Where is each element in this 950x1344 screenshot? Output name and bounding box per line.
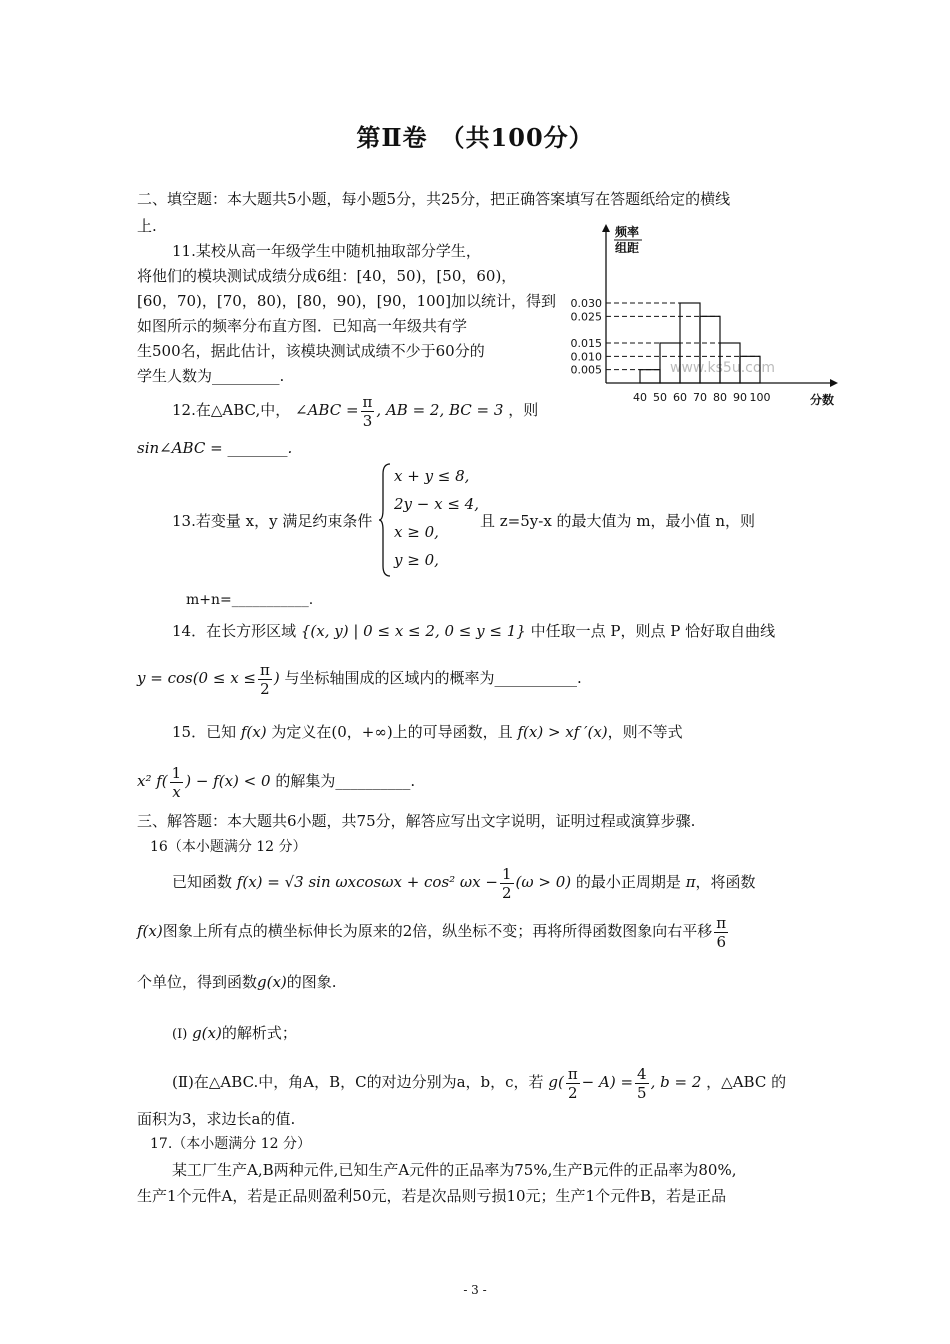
q13-line2: m+n=___________. <box>186 592 314 608</box>
q15-fx: f(x) <box>240 723 267 741</box>
q13-prefix: 13.若变量 x，y 满足约束条件 <box>172 512 373 530</box>
q14-text-b: 中任取一点 P，则点 P 恰好取自曲线 <box>530 622 776 640</box>
q15-text-b: 为定义在(0，+∞)上的可导函数，且 <box>271 723 513 741</box>
y-tick-0.030: 0.030 <box>570 297 602 310</box>
q15-expr-a: x² f( <box>137 772 168 790</box>
q12-pi-over-3: $\frac{\pi}{3}$ <box>362 392 373 430</box>
q14-region: {(x, y) | 0 ≤ x ≤ 2, 0 ≤ y ≤ 1} <box>300 622 526 640</box>
chart-ylabel-top: 频率 <box>615 225 640 239</box>
page-title: 第Ⅱ卷 （共100分） <box>356 123 594 152</box>
q16-text-b: 的最小正周期是 <box>575 873 681 891</box>
q16-line2 <box>137 912 730 951</box>
q16-function: f(x) = √3 sin ωxcosωx + cos² ωx − <box>236 873 498 891</box>
q11-line3: [60，70)，[70，80)，[80，90)，[90，100]加以统计，得到 <box>137 292 557 310</box>
q12-given: , AB = 2, BC = 3 <box>376 401 504 419</box>
y-axis-arrow <box>602 224 610 232</box>
chart-watermark: www.ks5u.com <box>670 360 776 376</box>
q12-line1 <box>172 392 538 430</box>
q16-heading: 16（本小题满分 12 分） <box>150 839 307 855</box>
y-tick-0.015: 0.015 <box>570 337 602 350</box>
y-tick-0.025: 0.025 <box>570 310 602 324</box>
q15-one-over-x: $\frac{1}{x}$ <box>171 763 182 801</box>
q16-part-ii-text-a: (Ⅱ)在△ABC.中，角A，B，C的对边分别为a，b，c，若 <box>172 1073 544 1091</box>
q16-line3 <box>137 969 337 996</box>
q16-part-i-text: 的解析式； <box>221 1024 297 1042</box>
q16-fx: f(x) <box>137 922 163 940</box>
q15-expr-b: ) − f(x) < 0 <box>185 772 271 790</box>
q15-text-a: 15．已知 <box>172 723 237 741</box>
q11-line6: 学生人数为_________. <box>137 367 285 385</box>
q15-inequality: f(x) > xf ′(x) <box>517 723 608 741</box>
q13-constraint-2: 2y − x ≤ 4, <box>394 495 479 513</box>
q13-constraint-4: y ≥ 0, <box>394 551 439 569</box>
y-tick-0.005: 0.005 <box>570 363 602 377</box>
q17-line2: 生产1个元件A，若是正品则盈利50元，若是次品则亏损10元；生产1个元件B，若是正品 <box>137 1187 727 1205</box>
x-tick-40: 40 <box>633 391 647 404</box>
x-tick-100: 100 <box>749 391 771 404</box>
chart-xlabel: 分数 <box>810 393 835 407</box>
x-axis-arrow <box>830 379 838 387</box>
x-tick-60: 60 <box>673 391 687 404</box>
q12-angle: ∠ABC = <box>295 401 359 419</box>
x-tick-50: 50 <box>653 391 667 404</box>
q15-text-d: 的解集为__________. <box>275 772 416 790</box>
q16-part-i-gx: g(x) <box>192 1024 222 1042</box>
q14-curve-a: y = cos(0 ≤ x ≤ <box>137 669 257 687</box>
q16-part-ii-minus-a: − A) = <box>581 1073 634 1091</box>
q14-line2 <box>137 660 582 698</box>
q16-pi-over-6: $\frac{\pi}{6}$ <box>716 913 727 951</box>
x-tick-70: 70 <box>693 391 707 404</box>
q16-line1 <box>172 863 756 902</box>
section3-heading: 三、解答题：本大题共6小题，共75分，解答应写出文字说明，证明过程或演算步骤. <box>137 812 696 830</box>
chart-ylabel-bottom: 组距 <box>615 241 640 255</box>
q16-pi: π <box>685 873 696 891</box>
q16-text-a: 已知函数 <box>172 873 233 891</box>
histogram-bar-40-50 <box>640 370 660 383</box>
q11-line2: 将他们的模块测试成绩分成6组：[40，50)，[50，60)， <box>137 267 517 285</box>
q16-part-ii-pi-over-2: $\frac{\pi}{2}$ <box>567 1064 578 1102</box>
q16-part-ii-b: , b = 2 <box>650 1073 702 1091</box>
q15-line2 <box>137 763 415 801</box>
x-tick-80: 80 <box>713 391 727 404</box>
q17-heading: 17.（本小题满分 12 分） <box>150 1136 311 1152</box>
q15-line1 <box>172 719 683 746</box>
q14-text-c: 与坐标轴围成的区域内的概率为___________. <box>284 669 582 687</box>
q16-text-d: 图象上所有点的横坐标伸长为原来的2倍，纵坐标不变；再将所得函数图象向右平移 <box>162 922 713 940</box>
q14-text-a: 14．在长方形区域 <box>172 622 297 640</box>
y-tick-0.010: 0.010 <box>570 350 602 364</box>
q13-constraint-1: x + y ≤ 8, <box>394 467 470 485</box>
q15-text-c: ，则不等式 <box>607 723 683 741</box>
section2-heading-line2: 上. <box>137 217 157 235</box>
q17-line1: 某工厂生产A,B两种元件,已知生产A元件的正品率为75%,生产B元件的正品率为80%, <box>172 1161 737 1179</box>
x-tick-90: 90 <box>733 391 747 404</box>
q12-line2: sin∠ABC = ________. <box>137 439 293 457</box>
q11-line1: 11.某校从高一年级学生中随机抽取部分学生， <box>172 242 481 260</box>
q11-line5: 生500名，据此估计，该模块测试成绩不少于60分的 <box>137 342 485 360</box>
q16-text-c: ，将函数 <box>695 873 756 891</box>
q12-suffix: ，则 <box>508 401 539 419</box>
q16-part-ii <box>172 1063 786 1102</box>
q16-part-i-label: (I) <box>172 1027 188 1042</box>
q13-constraint-3: x ≥ 0, <box>394 523 439 541</box>
q14-pi-over-2: $\frac{\pi}{2}$ <box>260 660 270 698</box>
q13-brace <box>378 462 392 582</box>
q16-part-ii-four-fifths: $\frac{4}{5}$ <box>637 1064 647 1102</box>
q16-part-ii-g: g( <box>548 1073 564 1091</box>
q16-part-i <box>172 1020 297 1048</box>
q14-curve-b: ) <box>273 669 280 687</box>
q13-suffix: 且 z=5y-x 的最大值为 m，最小值 n，则 <box>480 512 755 530</box>
q16-part-ii-text-b: ，△ABC 的 <box>706 1073 787 1091</box>
q16-omega-condition: (ω > 0) <box>515 873 572 891</box>
q14-line1 <box>172 618 775 645</box>
q11-line4: 如图所示的频率分布直方图．已知高一年级共有学 <box>137 317 468 335</box>
q12-prefix: 12.在△ABC,中， <box>172 401 291 419</box>
q16-gx: g(x) <box>257 973 287 991</box>
page-number: - 3 - <box>463 1283 487 1297</box>
q16-half: $\frac{1}{2}$ <box>501 864 512 902</box>
frequency-histogram <box>560 222 850 412</box>
section2-heading-line1: 二、填空题：本大题共5小题，每小题5分，共25分，把正确答案填写在答题纸给定的横线 <box>137 190 731 208</box>
q16-text-e: 个单位，得到函数 <box>137 973 258 991</box>
q16-text-f: 的图象. <box>286 973 337 991</box>
q16-part-ii-line2: 面积为3，求边长a的值. <box>137 1110 296 1128</box>
